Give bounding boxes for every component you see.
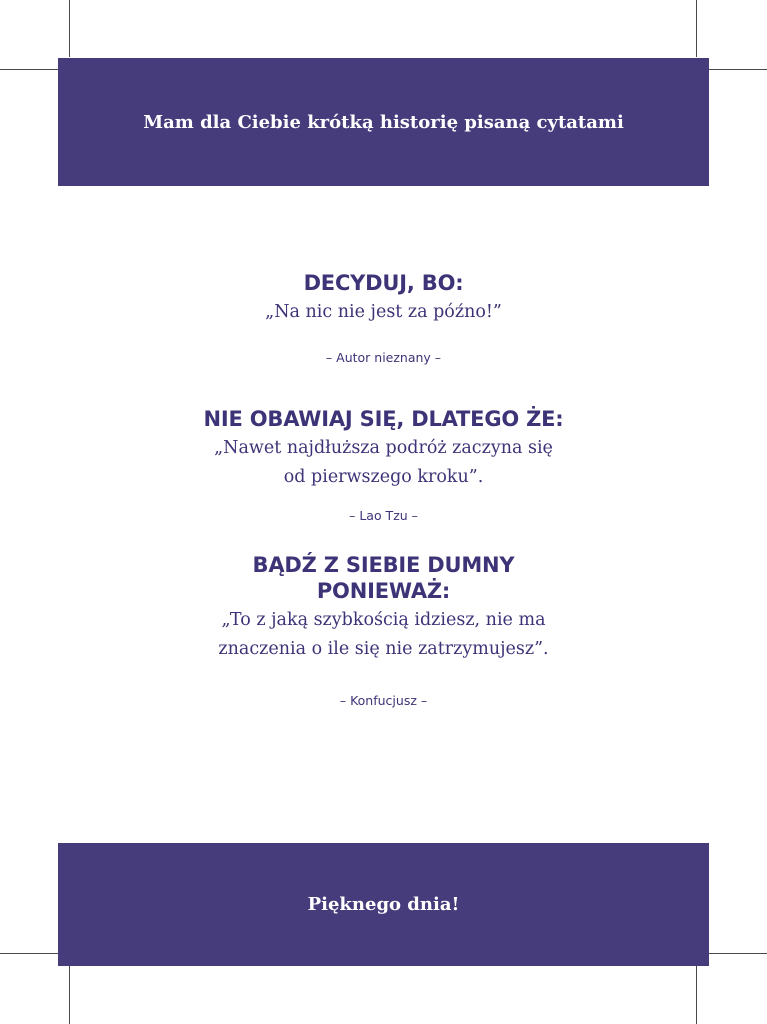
section-heading: NIE OBAWIAJ SIĘ, DLATEGO ŻE: (203, 407, 564, 431)
crop-mark-bottom-right-horizontal (709, 953, 767, 954)
crop-mark-bottom-left-horizontal (0, 953, 58, 954)
quote-section-1 (58, 270, 709, 366)
section-heading: BĄDŹ Z SIEBIE DUMNY PONIEWAŻ: (252, 553, 515, 603)
crop-mark-top-right-vertical (696, 0, 697, 57)
header-banner (58, 58, 709, 186)
quote-section-3 (58, 552, 709, 709)
crop-mark-top-left-vertical (69, 0, 70, 57)
crop-mark-bottom-left-vertical (69, 966, 70, 1024)
footer-banner (58, 843, 709, 966)
footer-text: Pięknego dnia! (307, 894, 460, 915)
quote-section-2 (58, 406, 709, 524)
crop-mark-bottom-right-vertical (696, 966, 697, 1024)
quotes-content (58, 270, 709, 709)
crop-mark-top-left-horizontal (0, 69, 58, 70)
quote-author: – Lao Tzu – (349, 508, 418, 523)
quote-author: – Autor nieznany – (325, 350, 442, 365)
section-heading: DECYDUJ, BO: (303, 271, 464, 295)
header-title: Mam dla Ciebie krótką historię pisaną cytatami (143, 111, 624, 133)
crop-mark-top-right-horizontal (709, 69, 767, 70)
quote-text: „To z jaką szybkością idziesz, nie ma znaczenia o ile się nie zatrzymujesz”. (218, 610, 549, 659)
quote-author: – Konfucjusz – (339, 693, 428, 708)
quote-text: „Na nic nie jest za późno!” (265, 302, 502, 322)
quote-text: „Nawet najdłuższa podróż zaczyna się od pierwszego kroku”. (214, 438, 553, 487)
